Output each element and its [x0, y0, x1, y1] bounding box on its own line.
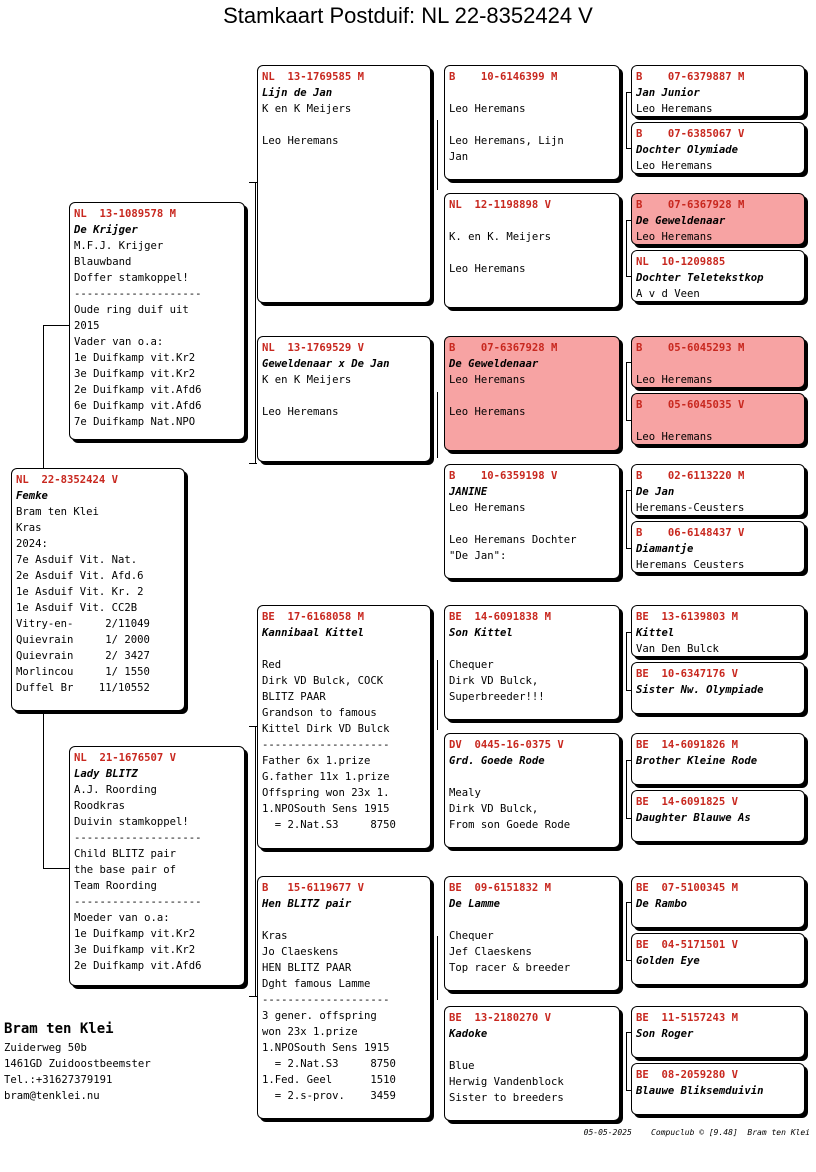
pigeon-info-line: Jan	[449, 151, 469, 163]
pigeon-info-line	[449, 117, 615, 133]
pigeon-info-line: 1.NPOSouth Sens 1915	[262, 1042, 390, 1054]
ring-number: NL 13-1769529 V	[262, 342, 365, 354]
owner-postcode: 1461GD Zuidoostbeemster	[4, 1058, 151, 1070]
connector-line	[249, 726, 257, 727]
pigeon-info-line: --------------------	[262, 994, 390, 1006]
owner-block	[4, 1018, 151, 1104]
ring-number: BE 14-6091825 V	[636, 796, 739, 808]
pigeon-name: Dochter Olymiade	[636, 144, 739, 156]
pigeon-name: Diamantje	[636, 543, 694, 555]
pigeon-card-ssd[interactable]	[444, 193, 620, 308]
owner-name: Bram ten Klei	[4, 1021, 114, 1037]
connector-line	[43, 868, 69, 869]
connector-line	[249, 182, 257, 183]
pigeon-name: De Geweldenaar	[636, 215, 726, 227]
ring-number: NL 10-1209885	[636, 256, 726, 268]
pigeon-card-dds[interactable]	[444, 876, 620, 991]
pigeon-info-line: --------------------	[74, 288, 202, 300]
pigeon-info-line: Quievrain 2/ 3427	[16, 650, 150, 662]
pigeon-card-dsd[interactable]	[444, 733, 620, 848]
pigeon-info-line: Doffer stamkoppel!	[74, 272, 189, 284]
pigeon-card-ddd[interactable]	[444, 1006, 620, 1121]
pigeon-card-sire[interactable]	[69, 202, 245, 440]
pigeon-info-line: 2e Asduif Vit. Afd.6	[16, 570, 144, 582]
pigeon-info-line: --------------------	[74, 832, 202, 844]
pigeon-info-line: Leo Heremans	[449, 103, 526, 115]
ring-number: NL 12-1198898 V	[449, 199, 552, 211]
pigeon-card-g9[interactable]	[631, 605, 805, 657]
ring-number: B 15-6119677 V	[262, 882, 365, 894]
pigeon-info-line: 3e Duifkamp vit.Kr2	[74, 944, 196, 956]
pigeon-info-line: Mealy	[449, 787, 481, 799]
pigeon-info-line: Leo Heremans	[636, 103, 713, 115]
pigeon-card-g10[interactable]	[631, 662, 805, 714]
footer-credit: 05-05-2025 Compuclub © [9.48] Bram ten Klei	[583, 1128, 810, 1137]
pigeon-info-line: "De Jan":	[449, 550, 507, 562]
pigeon-info-line: Dirk VD Bulck, COCK	[262, 675, 384, 687]
pigeon-info-line: 2015	[74, 320, 100, 332]
ring-number: BE 09-6151832 M	[449, 882, 552, 894]
pigeon-name: Golden Eye	[636, 955, 700, 967]
pigeon-name: Kannibaal Kittel	[262, 627, 365, 639]
pigeon-info-line: = 2.Nat.S3 8750	[262, 819, 396, 831]
pigeon-card-g14[interactable]	[631, 933, 805, 985]
pigeon-name	[449, 85, 615, 101]
pigeon-info-line: 2024:	[16, 538, 48, 550]
pigeon-info-line: Leo Heremans	[636, 374, 713, 386]
pigeon-card-dam[interactable]	[69, 746, 245, 986]
pigeon-card-ds[interactable]	[257, 605, 431, 849]
pigeon-info-line: 1.Fed. Geel 1510	[262, 1074, 396, 1086]
ring-number: BE 08-2059280 V	[636, 1069, 739, 1081]
pigeon-info-line: Moeder van o.a:	[74, 912, 170, 924]
connector-line	[626, 632, 627, 690]
pigeon-info-line: Leo Heremans	[449, 406, 526, 418]
pigeon-info-line: Morlincou 1/ 1550	[16, 666, 150, 678]
pigeon-info-line: From son Goede Rode	[449, 819, 571, 831]
connector-line	[626, 220, 627, 276]
pigeon-name: Lady BLITZ	[74, 768, 138, 780]
connector-line	[626, 92, 627, 148]
pigeon-info-line: G.father 11x 1.prize	[262, 771, 390, 783]
pigeon-info-line: 2e Duifkamp vit.Afd6	[74, 960, 202, 972]
pigeon-name	[636, 356, 800, 372]
pigeon-name: Son Roger	[636, 1028, 694, 1040]
ring-number: BE 10-6347176 V	[636, 668, 739, 680]
pigeon-name: Son Kittel	[449, 627, 513, 639]
pigeon-info-line	[262, 912, 426, 928]
pigeon-info-line: Jo Claeskens	[262, 946, 339, 958]
ring-number: B 05-6045035 V	[636, 399, 745, 411]
pigeon-card-g1[interactable]	[631, 65, 805, 117]
pigeon-info-line	[449, 769, 615, 785]
pigeon-info-line: K. en K. Meijers	[449, 231, 552, 243]
pigeon-name: Grd. Goede Rode	[449, 755, 545, 767]
pigeon-name: JANINE	[449, 486, 488, 498]
pigeon-info-line: Leo Heremans, Lijn	[449, 135, 564, 147]
pigeon-info-line: Oude ring duif uit	[74, 304, 189, 316]
ring-number: BE 14-6091838 M	[449, 611, 552, 623]
ring-number: BE 04-5171501 V	[636, 939, 739, 951]
pigeon-info-line: = 2.Nat.S3 8750	[262, 1058, 396, 1070]
pigeon-card-subject[interactable]	[11, 468, 185, 711]
pigeon-info-line: 1e Asduif Vit. CC2B	[16, 602, 138, 614]
ring-number: BE 17-6168058 M	[262, 611, 365, 623]
pigeon-info-line: Jef Claeskens	[449, 946, 532, 958]
pigeon-info-line: Father 6x 1.prize	[262, 755, 371, 767]
pigeon-info-line: the base pair of	[74, 864, 177, 876]
pigeon-info-line	[262, 117, 426, 133]
pigeon-name	[636, 413, 800, 429]
pigeon-info-line: Herwig Vandenblock	[449, 1076, 564, 1088]
owner-address: Zuiderweg 50b	[4, 1042, 87, 1054]
pigeon-card-sd[interactable]	[257, 336, 431, 462]
pigeon-card-g11[interactable]	[631, 733, 805, 785]
pigeon-info-line: Leo Heremans	[636, 231, 713, 243]
ring-number: B 07-6385067 V	[636, 128, 745, 140]
pigeon-info-line: Dirk VD Bulck,	[449, 803, 539, 815]
ring-number: B 07-6367928 M	[636, 199, 745, 211]
pigeon-name: Blauwe Bliksemduivin	[636, 1085, 764, 1097]
pigeon-info-line	[449, 516, 615, 532]
pigeon-info-line: Heremans-Ceusters	[636, 502, 745, 514]
ring-number: BE 07-5100345 M	[636, 882, 739, 894]
pigeon-info-line: Roodkras	[74, 800, 126, 812]
pigeon-card-g2[interactable]	[631, 122, 805, 174]
connector-line	[43, 325, 69, 326]
pigeon-info-line: Blauwband	[74, 256, 132, 268]
pigeon-name: Kadoke	[449, 1028, 488, 1040]
pigeon-card-sdd[interactable]	[444, 464, 620, 579]
owner-phone: Tel.:+31627379191	[4, 1074, 113, 1086]
pigeon-info-line: Leo Heremans	[262, 406, 339, 418]
connector-line	[437, 120, 438, 190]
pigeon-card-g6[interactable]	[631, 393, 805, 445]
pigeon-name: Sister Nw. Olympiade	[636, 684, 764, 696]
ring-number: B 05-6045293 M	[636, 342, 745, 354]
pigeon-info-line: Van Den Bulck	[636, 643, 719, 655]
pigeon-info-line: 1e Asduif Vit. Kr. 2	[16, 586, 144, 598]
pigeon-info-line: Child BLITZ pair	[74, 848, 177, 860]
pigeon-name: Geweldenaar x De Jan	[262, 358, 390, 370]
connector-line	[626, 362, 627, 420]
pigeon-info-line: K en K Meijers	[262, 103, 352, 115]
page-title: Stamkaart Postduif: NL 22-8352424 V	[223, 3, 593, 28]
pigeon-card-dd[interactable]	[257, 876, 431, 1119]
ring-number: B 02-6113220 M	[636, 470, 745, 482]
pigeon-name: De Rambo	[636, 898, 688, 910]
pigeon-info-line: Heremans Ceusters	[636, 559, 745, 571]
pigeon-info-line: HEN BLITZ PAAR	[262, 962, 352, 974]
connector-line	[626, 490, 627, 548]
pigeon-info-line: Kittel Dirk VD Bulck	[262, 723, 390, 735]
pigeon-name: Dochter Teletekstkop	[636, 272, 764, 284]
ring-number: BE 14-6091826 M	[636, 739, 739, 751]
ring-number: NL 13-1769585 M	[262, 71, 365, 83]
pigeon-info-line: Bram ten Klei	[16, 506, 99, 518]
connector-line	[249, 996, 257, 997]
pigeon-info-line: won 23x 1.prize	[262, 1026, 358, 1038]
pigeon-info-line: A.J. Roording	[74, 784, 157, 796]
pigeon-info-line: Vitry-en- 2/11049	[16, 618, 150, 630]
pigeon-info-line: K en K Meijers	[262, 374, 352, 386]
pigeon-info-line: Offspring won 23x 1.	[262, 787, 390, 799]
pigeon-info-line: Leo Heremans	[449, 263, 526, 275]
pigeon-info-line: Leo Heremans	[636, 160, 713, 172]
pigeon-info-line: M.F.J. Krijger	[74, 240, 164, 252]
pigeon-name: Kittel	[636, 627, 675, 639]
connector-line	[626, 1032, 627, 1090]
pigeon-card-g13[interactable]	[631, 876, 805, 928]
pigeon-card-g16[interactable]	[631, 1063, 805, 1115]
pigeon-info-line: 1e Duifkamp vit.Kr2	[74, 928, 196, 940]
pigeon-info-line: 7e Asduif Vit. Nat.	[16, 554, 138, 566]
owner-email[interactable]: bram@tenklei.nu	[4, 1090, 100, 1102]
pigeon-name: Brother Kleine Rode	[636, 755, 758, 767]
pigeon-card-dss[interactable]	[444, 605, 620, 720]
pigeon-info-line: --------------------	[74, 896, 202, 908]
pigeon-info-line: Leo Heremans	[449, 502, 526, 514]
pigeon-name: Lijn de Jan	[262, 87, 333, 99]
ring-number: B 10-6359198 V	[449, 470, 558, 482]
pigeon-info-line	[449, 388, 615, 404]
pigeon-card-g8[interactable]	[631, 521, 805, 573]
ring-number: BE 11-5157243 M	[636, 1012, 739, 1024]
pigeon-info-line: = 2.s-prov. 3459	[262, 1090, 396, 1102]
pigeon-info-line: A v d Veen	[636, 288, 700, 300]
pigeon-card-g4[interactable]	[631, 250, 805, 302]
pigeon-info-line: Chequer	[449, 930, 494, 942]
pigeon-name: De Geweldenaar	[449, 358, 539, 370]
pigeon-info-line: Dirk VD Bulck,	[449, 675, 539, 687]
ring-number: B 10-6146399 M	[449, 71, 558, 83]
ring-number: BE 13-2180270 V	[449, 1012, 552, 1024]
pigeon-info-line: BLITZ PAAR	[262, 691, 326, 703]
pigeon-info-line	[449, 1042, 615, 1058]
pigeon-info-line: 6e Duifkamp vit.Afd6	[74, 400, 202, 412]
pigeon-name	[449, 213, 615, 229]
ring-number: B 07-6367928 M	[449, 342, 558, 354]
pigeon-name: De Jan	[636, 486, 675, 498]
pigeon-card-sss[interactable]	[444, 65, 620, 180]
pigeon-info-line: Leo Heremans Dochter	[449, 534, 577, 546]
pigeon-info-line: Team Roording	[74, 880, 157, 892]
pigeon-info-line: Quievrain 1/ 2000	[16, 634, 150, 646]
connector-line	[626, 902, 627, 960]
pigeon-card-g12[interactable]	[631, 790, 805, 842]
pigeon-card-g15[interactable]	[631, 1006, 805, 1058]
pigeon-info-line	[449, 641, 615, 657]
pigeon-info-line: --------------------	[262, 739, 390, 751]
connector-line	[437, 392, 438, 458]
ring-number: NL 13-1089578 M	[74, 208, 177, 220]
pigeon-info-line: Top racer & breeder	[449, 962, 571, 974]
pigeon-info-line	[262, 641, 426, 657]
pigeon-name: Jan Junior	[636, 87, 700, 99]
pigeon-info-line: Leo Heremans	[262, 135, 339, 147]
pigeon-card-g3[interactable]	[631, 193, 805, 245]
pigeon-name: De Lamme	[449, 898, 501, 910]
pigeon-info-line: Duffel Br 11/10552	[16, 682, 150, 694]
pigeon-name: Femke	[16, 490, 48, 502]
pigeon-info-line: Superbreeder!!!	[449, 691, 545, 703]
pigeon-info-line: Sister to breeders	[449, 1092, 564, 1104]
ring-number: NL 21-1676507 V	[74, 752, 177, 764]
connector-line	[437, 660, 438, 730]
connector-line	[43, 711, 44, 868]
pigeon-card-sds[interactable]	[444, 336, 620, 451]
pigeon-info-line: Dght famous Lamme	[262, 978, 371, 990]
connector-line	[437, 936, 438, 1000]
pigeon-card-g7[interactable]	[631, 464, 805, 516]
pigeon-info-line: Grandson to famous	[262, 707, 377, 719]
pigeon-info-line: 7e Duifkamp Nat.NPO	[74, 416, 196, 428]
pigeon-info-line: 1.NPOSouth Sens 1915	[262, 803, 390, 815]
ring-number: DV 0445-16-0375 V	[449, 739, 564, 751]
pigeon-info-line: Kras	[262, 930, 288, 942]
pigeon-info-line: Duivin stamkoppel!	[74, 816, 189, 828]
pigeon-info-line: Vader van o.a:	[74, 336, 164, 348]
pigeon-info-line	[262, 388, 426, 404]
pigeon-info-line	[449, 245, 615, 261]
connector-line	[43, 325, 44, 468]
pigeon-info-line	[449, 912, 615, 928]
connector-line	[255, 726, 256, 996]
connector-line	[249, 463, 257, 464]
pigeon-name: De Krijger	[74, 224, 138, 236]
connector-line	[626, 760, 627, 818]
pigeon-name: Daughter Blauwe As	[636, 812, 751, 824]
ring-number: B 07-6379887 M	[636, 71, 745, 83]
ring-number: NL 22-8352424 V	[16, 474, 119, 486]
pigeon-info-line: Chequer	[449, 659, 494, 671]
pigeon-card-ss[interactable]	[257, 65, 431, 303]
pigeon-info-line: Leo Heremans	[449, 374, 526, 386]
pigeon-info-line: 3 gener. offspring	[262, 1010, 377, 1022]
ring-number: B 06-6148437 V	[636, 527, 745, 539]
pigeon-info-line: 2e Duifkamp vit.Afd6	[74, 384, 202, 396]
pigeon-info-line: Kras	[16, 522, 42, 534]
pigeon-info-line: Blue	[449, 1060, 475, 1072]
pigeon-card-g5[interactable]	[631, 336, 805, 388]
pigeon-info-line: Leo Heremans	[636, 431, 713, 443]
pigeon-info-line: 3e Duifkamp vit.Kr2	[74, 368, 196, 380]
pigeon-info-line: Red	[262, 659, 282, 671]
connector-line	[255, 182, 256, 463]
ring-number: BE 13-6139803 M	[636, 611, 739, 623]
pigeon-info-line: 1e Duifkamp vit.Kr2	[74, 352, 196, 364]
pigeon-name: Hen BLITZ pair	[262, 898, 352, 910]
